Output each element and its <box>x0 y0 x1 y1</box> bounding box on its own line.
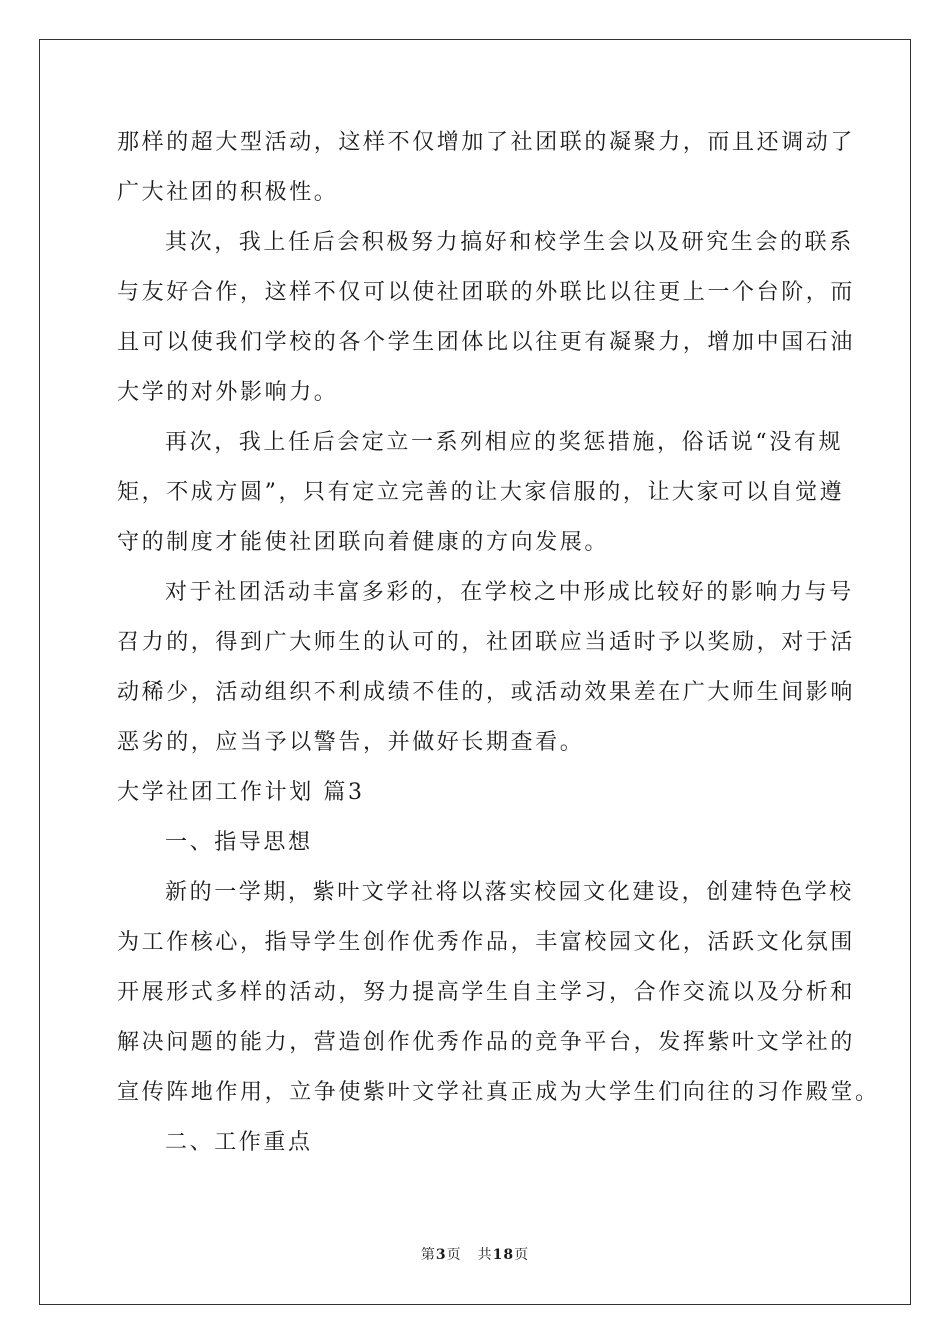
paragraph-start: 对于社团活动丰富多彩的，在学校之中形成比较好的影响力与号 <box>165 580 854 605</box>
page-prefix: 第 <box>420 1247 436 1263</box>
text-line: 为工作核心，指导学生创作优秀作品，丰富校园文化，活跃文化氛围 <box>117 930 856 955</box>
paragraph-start: 再次，我上任后会定立一系列相应的奖惩措施，俗话说“没有规 <box>165 430 844 455</box>
section-title: 大学社团工作计划 篇3 <box>117 780 365 805</box>
text-line: 且可以使我们学校的各个学生团体比以往更有凝聚力，增加中国石油 <box>117 330 856 355</box>
page-total: 18 <box>492 1247 515 1263</box>
page-current: 3 <box>435 1247 447 1263</box>
page-footer <box>0 1244 950 1264</box>
text-line: 恶劣的，应当予以警告，并做好长期查看。 <box>117 730 585 755</box>
text-line: 召力的，得到广大师生的认可的，社团联应当适时予以奖励，对于活 <box>117 630 856 655</box>
text-line: 与友好合作，这样不仅可以使社团联的外联比以往更上一个台阶，而 <box>117 280 856 305</box>
page-suffix: 页 <box>446 1247 462 1263</box>
paragraph-start: 其次，我上任后会积极努力搞好和校学生会以及研究生会的联系 <box>165 230 854 255</box>
total-prefix: 共 <box>477 1247 493 1263</box>
text-line: 广大社团的积极性。 <box>117 180 339 205</box>
total-suffix: 页 <box>514 1247 530 1263</box>
section-heading: 一、指导思想 <box>165 830 313 855</box>
document-body <box>117 118 880 1168</box>
text-line: 矩，不成方圆”，只有定立完善的让大家信服的，让大家可以自觉遵 <box>117 480 845 505</box>
text-line: 开展形式多样的活动，努力提高学生自主学习，合作交流以及分析和 <box>117 980 856 1005</box>
text-line: 解决问题的能力，营造创作优秀作品的竞争平台，发挥紫叶文学社的 <box>117 1030 856 1055</box>
paragraph-start: 新的一学期，紫叶文学社将以落实校园文化建设，创建特色学校 <box>165 880 854 905</box>
text-line: 宣传阵地作用，立争使紫叶文学社真正成为大学生们向往的习作殿堂。 <box>117 1080 880 1105</box>
text-line: 动稀少，活动组织不利成绩不佳的，或活动效果差在广大师生间影响 <box>117 680 856 705</box>
section-heading: 二、工作重点 <box>165 1130 313 1155</box>
text-line: 大学的对外影响力。 <box>117 380 339 405</box>
text-line: 守的制度才能使社团联向着健康的方向发展。 <box>117 530 610 555</box>
text-line: 那样的超大型活动，这样不仅增加了社团联的凝聚力，而且还调动了 <box>117 130 856 155</box>
